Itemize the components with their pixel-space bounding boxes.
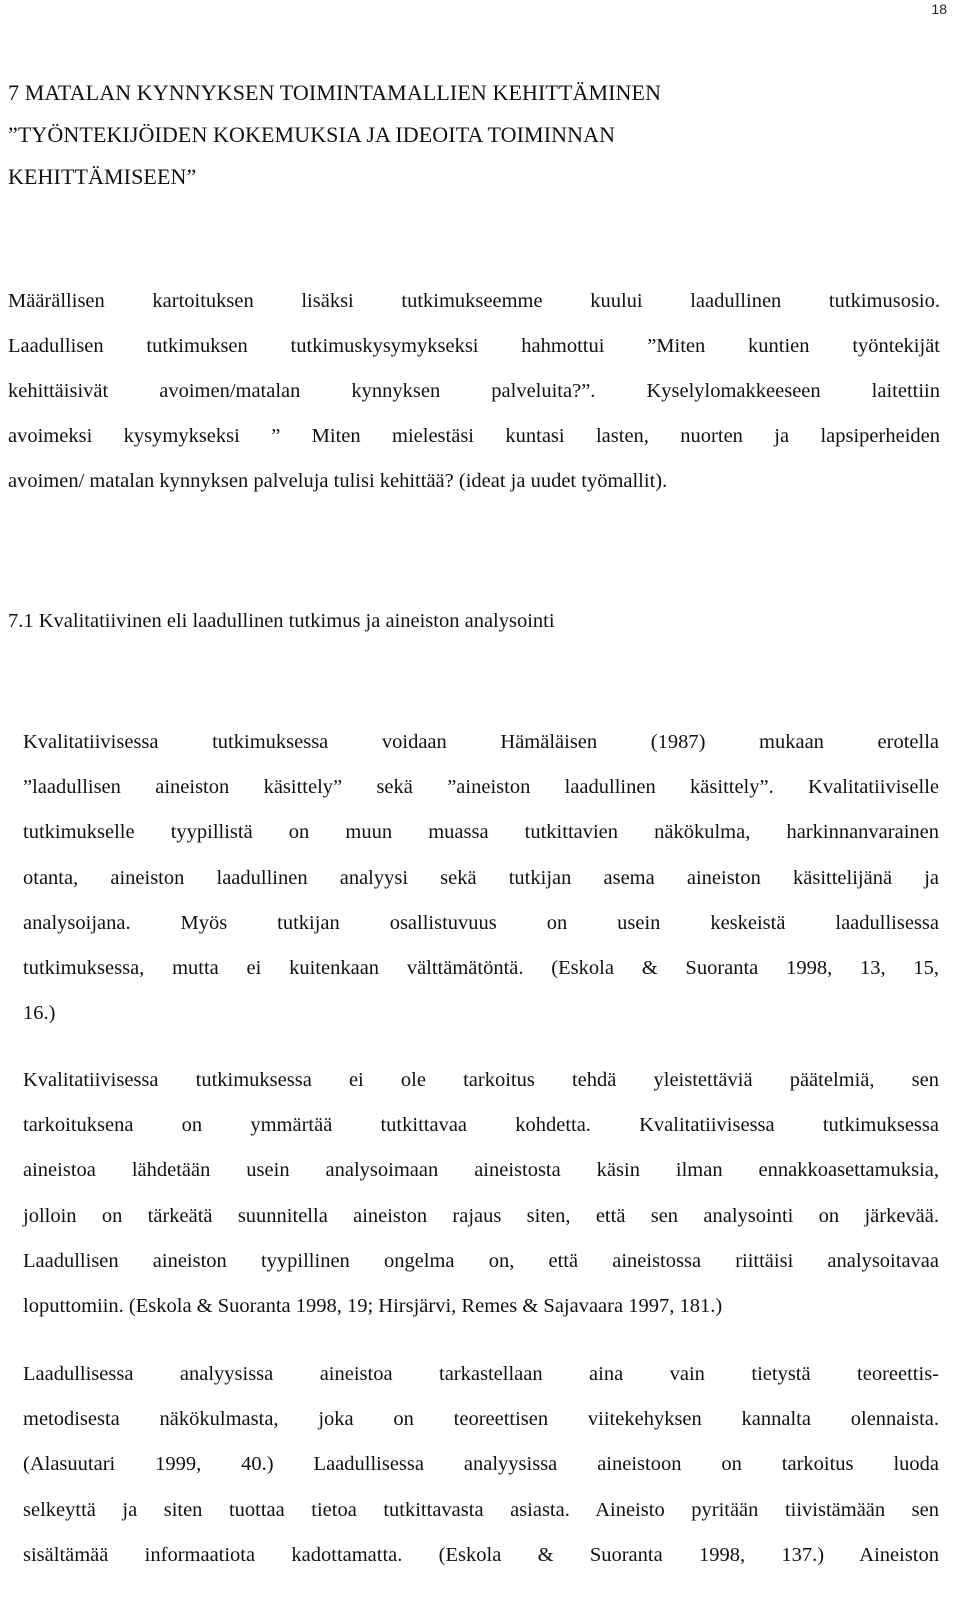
paragraph-line: metodisesta näkökulmasta, joka on teoreettisen viitekehyksen kannalta olennaista. <box>23 1408 939 1431</box>
page-number: 18 <box>931 1 947 17</box>
chapter-heading-line: KEHITTÄMISEEN” <box>8 164 197 189</box>
paragraph-line: 16.) <box>23 1002 56 1025</box>
paragraph-line: jolloin on tärkeätä suunnitella aineiston rajaus siten, että sen analysointi on järkevää. <box>23 1204 939 1227</box>
body-paragraph-1 <box>23 720 939 1036</box>
paragraph-line: sisältämää informaatiota kadottamatta. (Eskola & Suoranta 1998, 137.) Aineiston <box>23 1543 939 1566</box>
paragraph-line: avoimeksi kysymykseksi ” Miten mielestäsi kuntasi lasten, nuorten ja lapsiperheiden <box>8 425 940 447</box>
paragraph-line: Kvalitatiivisessa tutkimuksessa voidaan Hämäläisen (1987) mukaan erotella <box>23 731 939 753</box>
paragraph-line: analysoijana. Myös tutkijan osallistuvuus on usein keskeistä laadullisessa <box>23 911 939 934</box>
chapter-heading-line: 7 MATALAN KYNNYKSEN TOIMINTAMALLIEN KEHITTÄMINEN <box>8 80 662 105</box>
paragraph-line: Laadullisessa analyysissa aineistoa tarkastellaan aina vain tietystä teoreettis- <box>23 1363 939 1385</box>
paragraph-line: Kvalitatiivisessa tutkimuksessa ei ole tarkoitus tehdä yleistettäviä päätelmiä, sen <box>23 1069 939 1091</box>
paragraph-line: tarkoituksena on ymmärtää tutkittavaa kohdetta. Kvalitatiivisessa tutkimuksessa <box>23 1114 939 1137</box>
paragraph-line: Määrällisen kartoituksen lisäksi tutkimukseemme kuului laadullinen tutkimusosio. <box>8 290 940 312</box>
paragraph-line: avoimen/ matalan kynnyksen palveluja tulisi kehittää? (ideat ja uudet työmallit). <box>8 470 668 492</box>
paragraph-line: Laadullisen aineiston tyypillinen ongelma on, että aineistossa riittäisi analysoitavaa <box>23 1249 939 1272</box>
paragraph-line: ”laadullisen aineiston käsittely” sekä ”aineiston laadullinen käsittely”. Kvalitatiiviselle <box>23 776 939 799</box>
paragraph-line: kehittäisivät avoimen/matalan kynnyksen palveluita?”. Kyselylomakkeeseen laitettiin <box>8 380 940 402</box>
section-heading: 7.1 Kvalitatiivinen eli laadullinen tutkimus ja aineiston analysointi <box>8 610 555 632</box>
body-paragraph-3 <box>23 1352 939 1578</box>
paragraph-line: otanta, aineiston laadullinen analyysi sekä tutkijan asema aineiston käsittelijänä ja <box>23 866 939 889</box>
intro-paragraph <box>8 279 940 504</box>
chapter-heading-line: ”TYÖNTEKIJÖIDEN KOKEMUKSIA JA IDEOITA TOIMINNAN <box>8 122 616 147</box>
paragraph-line: tutkimuksessa, mutta ei kuitenkaan välttämätöntä. (Eskola & Suoranta 1998, 13, 15, <box>23 957 939 980</box>
paragraph-line: Laadullisen tutkimuksen tutkimuskysymykseksi hahmottui ”Miten kuntien työntekijät <box>8 335 940 357</box>
body-paragraph-2 <box>23 1058 939 1329</box>
chapter-heading <box>8 72 908 198</box>
paragraph-line: (Alasuutari 1999, 40.) Laadullisessa analyysissa aineistoon on tarkoitus luoda <box>23 1453 939 1476</box>
paragraph-line: loputtomiin. (Eskola & Suoranta 1998, 19; Hirsjärvi, Remes & Sajavaara 1997, 181.) <box>23 1295 723 1318</box>
paragraph-line: selkeyttä ja siten tuottaa tietoa tutkittavasta asiasta. Aineisto pyritään tiivistämään sen <box>23 1498 939 1521</box>
paragraph-line: aineistoa lähdetään usein analysoimaan aineistosta käsin ilman ennakkoasettamuksia, <box>23 1159 939 1182</box>
paragraph-line: tutkimukselle tyypillistä on muun muassa tutkittavien näkökulma, harkinnanvarainen <box>23 821 939 844</box>
